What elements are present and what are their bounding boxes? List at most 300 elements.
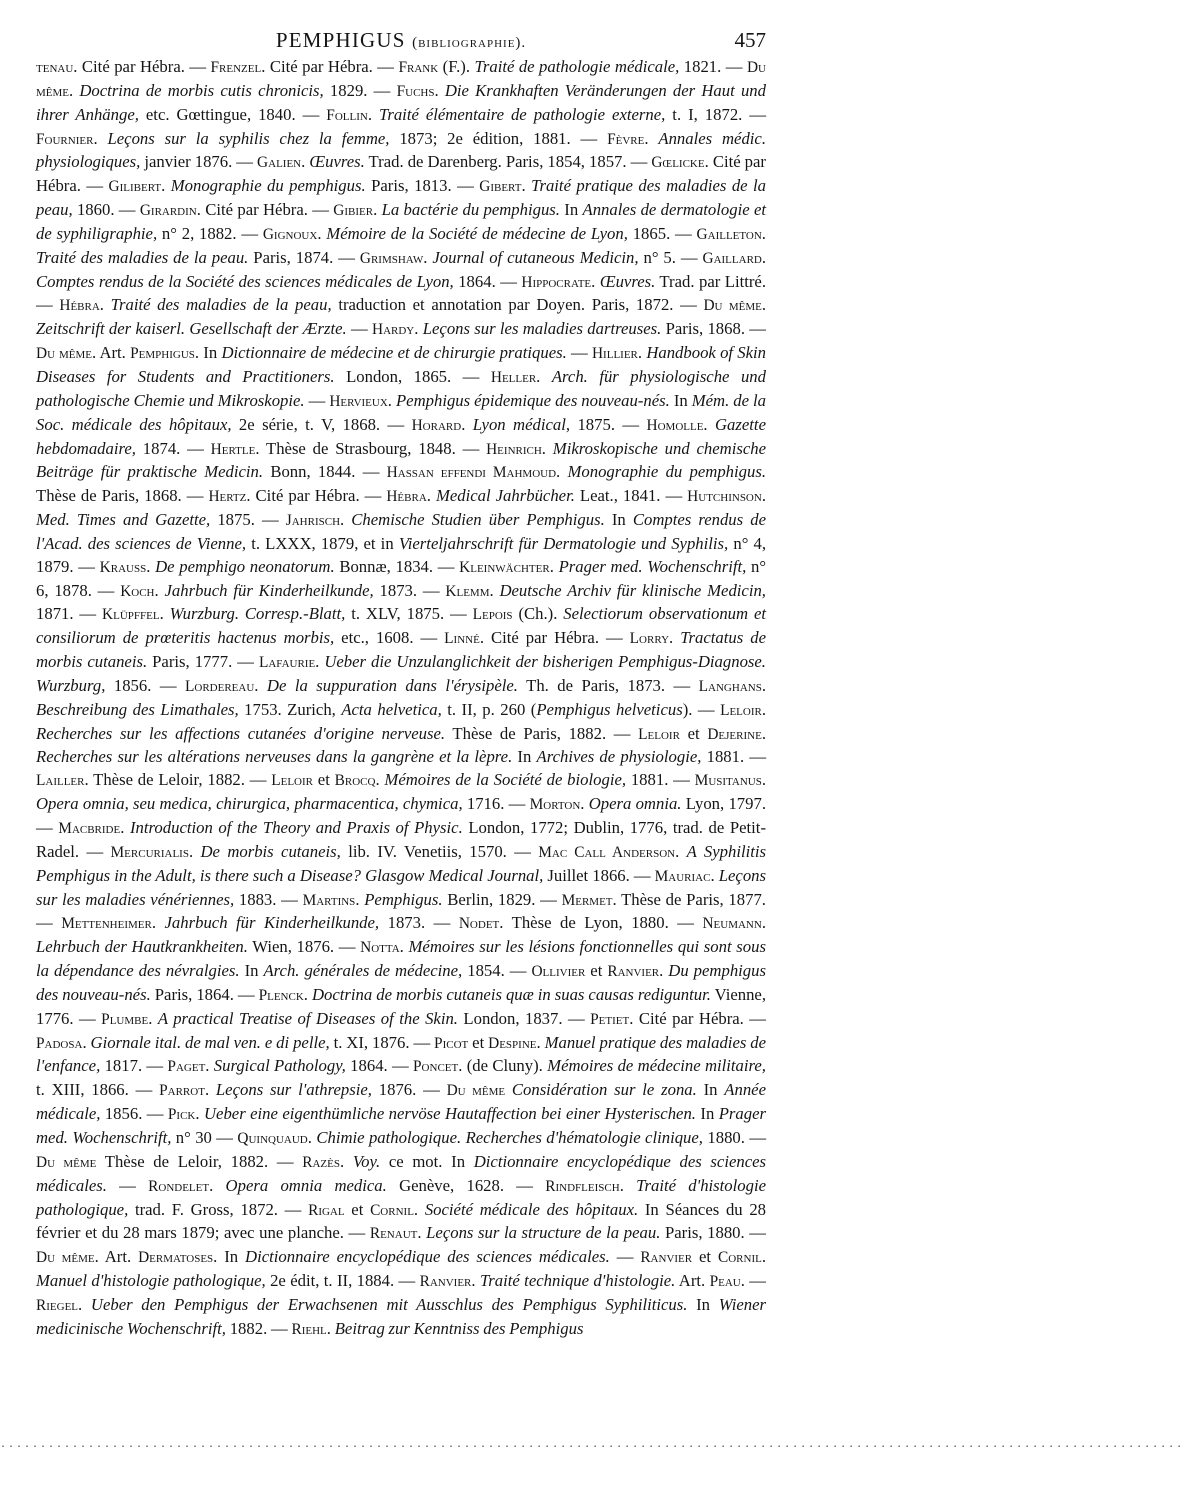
title-run: Société médicale des hôpitaux. [424, 1199, 639, 1219]
text-run: 1873; 2e édition, 1881. — [389, 128, 608, 148]
text-run: In [695, 1104, 719, 1124]
title-run: Opera omnia, seu medica, chirurgica, pharmacentica, chymica, [36, 794, 463, 814]
text-run: (F.). [438, 57, 475, 76]
text-run: . [93, 128, 108, 148]
author-run: Picot [434, 1034, 469, 1052]
text-run: . [78, 1294, 91, 1314]
text-run: . [423, 247, 433, 267]
title-run: Pemphigus. [364, 889, 443, 909]
title-run: De la suppuration dans l'érysipèle. [266, 675, 518, 695]
title-run: Mémoires sur les lésions fonctionnelles qui sont sous la dépendance des névralgies. [36, 937, 766, 981]
author-run: Hervieux [329, 392, 388, 410]
author-run: Follin [326, 106, 368, 124]
title-run: Manuel pratique des maladies de l'enfance, [36, 1032, 766, 1076]
title-run: Traité des maladies de la peau. [36, 247, 249, 267]
author-run: Leloir [271, 772, 313, 790]
text-run: . [541, 438, 553, 458]
author-run: Cornil [370, 1201, 414, 1219]
author-run: Musitanus [694, 772, 762, 790]
text-run: 1881. — [701, 747, 767, 767]
text-run: — [346, 319, 372, 339]
text-run: . Cité par Hébra. — [629, 1008, 766, 1028]
author-run: Frenzel [210, 59, 262, 76]
author-run: Lordereau [185, 677, 255, 695]
text-run: et [468, 1032, 489, 1052]
title-run: Du pemphigus des nouveau-nés. [36, 961, 766, 1004]
text-run: Paris, 1777. — [147, 652, 259, 672]
text-run: . [99, 295, 111, 315]
text-run: 1821. — [679, 57, 747, 76]
text-run: 1881. — [626, 770, 695, 790]
text-run: etc., 1608. — [334, 628, 445, 648]
text-run: . [375, 770, 385, 790]
author-run: Gibert [479, 178, 522, 196]
text-run: In [669, 390, 692, 410]
title-run: La bactérie du pemphigus. [381, 200, 560, 220]
author-run: Razès [302, 1153, 340, 1171]
author-run: Heinrich [486, 440, 542, 458]
text-run: . [301, 152, 310, 172]
title-run: Traité d'histologie pathologique, [36, 1175, 767, 1219]
title-run: Die Krankhaften Veränderungen der Haut und ihrer Anhänge, [36, 80, 766, 124]
text-run: . Cité par Hébra. — [196, 200, 334, 220]
text-run: . [307, 1127, 317, 1147]
title-run: Deutsche Archiv für klinische Medicin, [499, 580, 766, 600]
running-header [36, 22, 766, 56]
author-run: Frank [398, 59, 439, 76]
author-run: Lepois [472, 606, 513, 624]
text-run: . [339, 1151, 353, 1171]
text-run: . Cité par Hébra. — [246, 486, 387, 506]
text-run: . [204, 1080, 216, 1100]
title-run: Lehrbuch der Hautkrankheiten. [36, 937, 248, 957]
title-run: Leçons sur les maladies vénériennes, [36, 865, 766, 909]
title-run: Chemische Studien über Pemphigus. [351, 510, 605, 530]
text-run: Bonn, 1844. — [263, 462, 387, 482]
text-run: . [549, 556, 559, 576]
bibliography-text [36, 56, 766, 1342]
text-run: In [512, 747, 537, 767]
text-run: 1875. — [210, 510, 286, 530]
title-run: Monographie du pemphigus. [170, 176, 366, 196]
title-run: Considération sur le zona. [511, 1080, 697, 1100]
text-run: etc. Gœttingue, 1840. — [138, 104, 327, 124]
author-run: Hébra [386, 488, 427, 506]
title-run: Gazette hebdomadaire, [36, 414, 766, 458]
title-run: Monographie du pemphigus. [567, 462, 767, 482]
text-run: . [521, 176, 532, 196]
title-run: Voy. [352, 1151, 381, 1171]
text-run: 1873. — [373, 580, 446, 600]
text-run: . Cité par Hébra. — [73, 57, 211, 76]
text-run: . [373, 200, 382, 220]
text-run: . Thèse de Paris, 1877. — [36, 889, 766, 933]
author-run: Hardy [371, 321, 415, 339]
author-run: Hillier [591, 345, 638, 363]
text-run: 2e édit, t. II, 1884. — [265, 1271, 420, 1291]
author-run: Gibier [333, 202, 374, 220]
text-run: 1873. — [379, 913, 459, 933]
title-run: Jahrbuch für Kinderheilkunde, [164, 913, 380, 933]
title-run: Wiener medicinische Wochenschrift, [36, 1294, 767, 1338]
author-run: Du même [446, 1082, 506, 1100]
author-run: Pick [167, 1106, 196, 1124]
text-run: . [146, 556, 156, 576]
text-run: . [326, 1318, 335, 1338]
text-run: . [536, 1032, 545, 1052]
author-run: Hutchinson [687, 488, 762, 506]
text-run: . [159, 604, 170, 624]
text-run: Wien, 1876. — [247, 937, 361, 957]
text-run: t. I, 1872. — [665, 104, 767, 124]
title-run: Mémoires de médecine militaire, [547, 1056, 766, 1076]
text-run: . [761, 770, 766, 790]
author-run: Gignoux [262, 225, 318, 243]
author-run: Du même [703, 297, 762, 315]
title-run: Année médicale, [36, 1080, 766, 1124]
title-run: Œuvres. [599, 271, 656, 291]
author-run: Girardin [139, 202, 197, 220]
text-run: Paris, 1874. — [248, 247, 360, 267]
author-run: Du même [36, 345, 92, 363]
author-run: Gilibert [108, 178, 162, 196]
author-run: Mettenheimer [61, 915, 152, 933]
text-run: . — [740, 1271, 766, 1291]
text-run: . [637, 343, 647, 363]
author-run: Riegel [36, 1296, 79, 1314]
author-run: Cornil [717, 1249, 762, 1267]
text-run: Paris, 1864. — [150, 984, 259, 1004]
text-run: . [317, 223, 327, 243]
title-run: Tractatus de morbis cutaneis. [36, 628, 766, 672]
title-run: Selectiorum observationum et consiliorum de prœteritis hactenus morbis, [36, 604, 766, 648]
title-run: Comptes rendus de la Société des sciences médicales de Lyon, [36, 271, 454, 291]
text-run: . [195, 1104, 204, 1124]
text-run: . [761, 295, 767, 315]
author-run: Pemphigus [130, 345, 195, 363]
title-run: Giornale ital. de mal ven. e di pelle, [90, 1032, 330, 1052]
title-run: Dictionnaire encyclopédique des sciences médicales. [245, 1247, 610, 1267]
text-run: . [367, 104, 379, 124]
text-run: 1865. — [627, 223, 697, 243]
text-run: . [417, 1223, 427, 1243]
title-run: Medical Jahrbücher. [435, 486, 575, 506]
author-run: Gœlicke [651, 154, 705, 172]
author-run: Fèvre [607, 130, 645, 148]
author-run: Petiet [590, 1010, 630, 1028]
text-run: . [209, 1175, 226, 1195]
title-run: Ueber die Unzulanglichkeit der bisherigen Pemphigus-Diagnose. Wurzburg, [36, 652, 766, 695]
text-run: In [604, 510, 633, 530]
author-run: Rigal [308, 1201, 345, 1219]
text-run: . [303, 984, 312, 1004]
text-run: 1864. — [453, 271, 522, 291]
author-run: Nodet [458, 915, 500, 933]
text-run: Thèse de Paris, 1882. — [445, 723, 639, 743]
text-run: et [692, 1247, 718, 1267]
title-run: Traité de pathologie médicale, [474, 57, 680, 76]
text-run: . [315, 652, 325, 672]
author-run: Horard [411, 416, 462, 434]
text-run: London, 1837. — [457, 1008, 591, 1028]
title-run: Prager med. Wochenschrift, [558, 556, 747, 576]
text-run: . [161, 176, 171, 196]
text-run: 1874. — [135, 438, 211, 458]
author-run: Ollivier [531, 963, 586, 981]
text-run: . [461, 414, 473, 434]
author-run: Lailler [36, 772, 85, 790]
text-run: In [239, 961, 264, 981]
text-run: . [426, 486, 436, 506]
title-run: Surgical Pathology, [213, 1056, 346, 1076]
text-run: . [489, 580, 500, 600]
title-run: Leçons sur la structure de la peau. [426, 1223, 661, 1243]
title-run: Beschreibung des Limathales, [36, 699, 239, 719]
text-run: 1716. — [462, 794, 530, 814]
author-run: Hébra [59, 297, 100, 315]
text-run: . [619, 1175, 637, 1195]
text-run: . [399, 937, 409, 957]
text-run: . Art. [94, 1247, 139, 1267]
footer-rule: .................................................................................................................................................... [0, 1440, 1184, 1451]
author-run: Paget [167, 1058, 206, 1076]
title-run: Mikroskopische und chemische Beiträge für praktische Medicin. [36, 438, 766, 482]
title-run: Archives de physiologie, [536, 747, 702, 767]
author-run: Krauss [99, 558, 147, 576]
author-run: Neumann [702, 915, 762, 933]
title-run: Dictionnaire de médecine et de chirurgie pratiques. [221, 343, 567, 363]
text-run: Thèse de Paris, 1868. — [36, 486, 209, 506]
title-run: Jahrbuch für Kinderheilkunde, [164, 580, 374, 600]
text-run: et [344, 1199, 371, 1219]
text-run: Paris, 1813. — [365, 176, 480, 196]
title-run: Annales de dermatologie et de syphiligraphie, [36, 200, 767, 243]
text-run: . [659, 961, 669, 981]
text-run: . [148, 1008, 158, 1028]
author-run: Kleinwächter [459, 558, 550, 576]
text-run: In [696, 1080, 725, 1100]
title-run: Recherches sur les affections cutanées d'origine nerveuse. [36, 723, 446, 743]
title-run: Traité technique d'histologie. [479, 1271, 676, 1291]
text-run: trad. F. Gross, 1872. — [128, 1199, 309, 1219]
author-run: Quinquaud [237, 1129, 308, 1147]
text-run: . [340, 510, 352, 530]
text-run: . [644, 128, 659, 148]
text-run: n° 2, 1882. — [157, 223, 263, 243]
author-run: Ranvier [640, 1249, 693, 1267]
text-run: . [355, 889, 365, 909]
text-run: . [761, 675, 766, 695]
running-title-main: PEMPHIGUS [275, 28, 406, 52]
text-run: . [761, 699, 767, 719]
author-run: Lafaurie [258, 654, 316, 672]
author-run: Klemm [445, 582, 490, 600]
author-run: Linné [444, 630, 480, 648]
title-run: Traité des maladies de la peau, [110, 295, 332, 315]
text-run: . [761, 247, 767, 267]
title-run: Leçons sur la syphilis chez la femme, [107, 128, 390, 148]
text-run: et [585, 961, 608, 981]
author-run: Koch [120, 582, 155, 600]
title-run: Ueber eine eigenthümliche nervöse Hautaffection bei einer Hysterischen. [203, 1104, 696, 1124]
title-run: Prager med. Wochenschrift, [36, 1104, 766, 1147]
author-run: Mercurialis [110, 843, 189, 861]
text-run: Trad. par Littré. — [36, 271, 767, 315]
text-run: 2e série, t. V, 1868. — [231, 414, 412, 434]
author-run: tenau [36, 59, 74, 76]
author-run: Morton [529, 796, 581, 814]
title-run: Leçons sur l'athrepsie, [215, 1080, 372, 1100]
text-run: . Cité par Hébra. — [479, 628, 630, 648]
text-run: . [254, 675, 267, 695]
author-run: Leloir [638, 725, 680, 743]
text-run [505, 1080, 512, 1099]
text-run: . [669, 628, 681, 648]
title-run: Comptes rendus de l'Acad. des sciences de Vienne, [36, 510, 766, 553]
text-run: n° 5. — [638, 247, 703, 267]
author-run: Despine [488, 1034, 537, 1052]
author-run: Padosa [36, 1034, 83, 1052]
text-run: . [710, 865, 719, 885]
text-run: . [414, 319, 423, 339]
title-run: Opera omnia. [588, 794, 682, 814]
text-run: . Thèse de Leloir, 1882. — [84, 770, 272, 790]
author-run: Martins [302, 891, 356, 909]
author-run: Klüpffel [102, 606, 160, 624]
text-run: lib. IV. Venetiis, 1570. — [340, 841, 539, 861]
text-run: . [591, 271, 600, 291]
text-run: . [675, 841, 687, 861]
title-run: Handbook of Skin Diseases for Students and Practitioners. [36, 343, 767, 386]
text-run: Vienne, 1776. — [36, 984, 767, 1028]
text-run: 1753. Zurich, [238, 699, 342, 719]
title-run: Arch. für physiologische und pathologische Chemie und Mikroskopie. [36, 366, 766, 410]
author-run: Hertle [210, 440, 256, 458]
title-run: Mémoires de la Société de biologie, [384, 770, 627, 790]
text-run: In [687, 1294, 719, 1314]
author-run: Gailleton [696, 225, 762, 243]
text-run: Thèse de Leloir, 1882. — [96, 1151, 303, 1171]
text-run: (Ch.). [512, 604, 564, 624]
title-run: Mémoire de la Société de médecine de Lyon, [326, 223, 628, 243]
text-run: 1854. — [462, 961, 532, 981]
title-run: Journal of cutaneous Medicin, [432, 247, 639, 267]
text-run: . In [213, 1247, 246, 1267]
text-run: t. LXXX, 1879, et in [246, 533, 399, 553]
text-run: Juillet 1866. — [543, 865, 655, 885]
text-run: . [69, 80, 80, 100]
author-run: Parrot [159, 1082, 205, 1100]
text-run: In [559, 200, 583, 220]
text-run: Bonnæ, 1834. — [334, 556, 460, 576]
author-run: Gaillard [702, 249, 762, 267]
text-run: 1817. — [100, 1056, 168, 1076]
text-run: . Art. [91, 343, 131, 363]
text-run: 1856. — [100, 1104, 168, 1124]
text-run: . Thèse de Lyon, 1880. — [499, 913, 703, 933]
text-run: . [471, 1271, 480, 1291]
text-run: Lyon, 1797. — [36, 794, 766, 837]
text-run: . [82, 1032, 91, 1052]
title-run: Chimie pathologique. Recherches d'hématologie clinique, [316, 1127, 703, 1147]
author-run: Galien [257, 154, 302, 172]
author-run: Brocq [334, 772, 376, 790]
text-run: . [434, 80, 445, 100]
running-title [36, 28, 766, 53]
text-run: In Séances du 28 février et du 28 mars 1879; avec une planche. — [36, 1199, 767, 1243]
author-run: Mermet [561, 891, 613, 909]
title-run: Annales médic. physiologiques, [36, 128, 766, 172]
title-run: Wurzburg. Corresp.-Blatt, [169, 604, 346, 624]
title-run: Mém. de la Soc. médicale des hôpitaux, [36, 390, 766, 434]
title-run: Pemphigus épidemique des nouveau-nés. [395, 390, 670, 410]
text-run: 1875. — [570, 414, 647, 434]
text-run: . [761, 913, 766, 933]
text-run: 1860. — [72, 200, 140, 220]
author-run: Heller [490, 368, 537, 386]
text-run: Trad. de Darenberg. Paris, 1854, 1857. — [364, 152, 652, 172]
text-run: . In [194, 343, 222, 363]
text-run: Berlin, 1829. — [442, 889, 562, 909]
page-number: 457 [734, 28, 766, 52]
text-run: — [566, 343, 592, 363]
author-run: Renaut [369, 1225, 418, 1243]
author-run: Dejerine [707, 725, 762, 743]
text-run: 1882. — [225, 1318, 292, 1338]
title-run: Traité pratique des maladies de la peau, [36, 176, 766, 220]
text-run: et [313, 770, 335, 790]
author-run: Riehl [291, 1320, 327, 1338]
author-run: Dermatoses [138, 1249, 214, 1267]
text-run: . [580, 794, 589, 814]
title-run: Œuvres. [309, 152, 365, 172]
text-run: t. XLV, 1875. — [345, 604, 473, 624]
title-run: Doctrina de morbis cutaneis quæ in suas causas rediguntur. [311, 984, 711, 1004]
author-run: Mauriac [654, 867, 711, 885]
author-run: Du même [36, 1249, 95, 1267]
text-run: ). — [682, 699, 721, 719]
text-run: Paris, 1880. — [660, 1223, 766, 1243]
author-run: Hippocrate [521, 273, 592, 291]
text-run: 1856. — [105, 675, 185, 695]
author-run: Langhans [698, 677, 762, 695]
author-run: Homolle [646, 416, 704, 434]
title-run: Ueber den Pemphigus der Erwachsenen mit Ausschlus des Pemphigus Syphiliticus. [90, 1294, 688, 1314]
author-run: Fuchs [396, 82, 435, 100]
text-run: . [556, 462, 568, 482]
title-run: Vierteljahrschrift für Dermatologie und Syphilis, [398, 533, 729, 553]
author-run: Poncet [413, 1058, 459, 1076]
text-run: Art. [675, 1271, 710, 1291]
text-run: . [413, 1199, 425, 1219]
text-run: . [761, 1247, 766, 1267]
title-run: A practical Treatise of Diseases of the Skin. [157, 1008, 458, 1028]
text-run: t. XI, 1876. — [329, 1032, 435, 1052]
title-run: Dictionnaire encyclopédique des sciences médicales. [36, 1151, 767, 1195]
author-run: Mac Call Anderson [538, 843, 676, 861]
text-run: . [703, 414, 715, 434]
author-run: Jahrisch [285, 512, 341, 530]
title-run: Manuel d'histologie pathologique, [36, 1271, 266, 1291]
author-run: Du même [36, 1153, 97, 1171]
text-run: London, 1772; Dublin, 1776, trad. de Petit-Radel. — [36, 818, 767, 861]
text-run: . [761, 223, 766, 243]
author-run: Plumbe [101, 1010, 149, 1028]
text-run: . [151, 913, 165, 933]
title-run: Introduction of the Theory and Praxis of Physic. [130, 818, 463, 837]
title-run: Traité élémentaire de pathologie externe, [378, 104, 666, 124]
text-run: — [106, 1175, 149, 1195]
